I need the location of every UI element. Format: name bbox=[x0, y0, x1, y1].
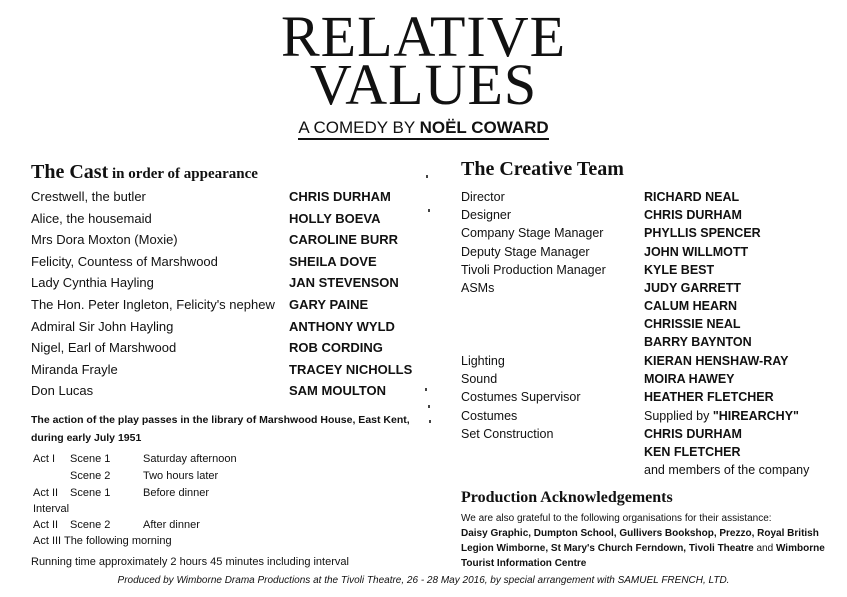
team-role: Deputy Stage Manager bbox=[461, 245, 590, 259]
team-role: ASMs bbox=[461, 281, 495, 295]
cast-actor: ROB CORDING bbox=[289, 340, 383, 355]
cast-actor: CHRIS DURHAM bbox=[289, 189, 391, 204]
costumes-supplier: "HIREARCHY" bbox=[712, 409, 799, 423]
setting-note: The action of the play passes in the library of Marshwood House, East Kent, during early July 1951 bbox=[31, 414, 410, 444]
ack-orgs: Daisy Graphic, Dumpton School, Gullivers Bookshop, Prezzo, Royal British Legion Wimborne, St Mary's Church Ferndown, Tivoli Theatre bbox=[461, 528, 819, 554]
cast-role: Mrs Dora Moxton (Moxie) bbox=[31, 232, 178, 247]
title-line-1: RELATIVE bbox=[280, 4, 567, 69]
cast-actor: TRACEY NICHOLLS bbox=[289, 362, 413, 377]
cast-role: Felicity, Countess of Marshwood bbox=[31, 254, 218, 269]
team-name: CHRIS DURHAM bbox=[644, 208, 742, 222]
cast-role: Lady Cynthia Hayling bbox=[31, 275, 154, 290]
scene-time: After dinner bbox=[143, 519, 200, 531]
scene-label: Scene 2 bbox=[70, 470, 111, 482]
scene-label: Scene 1 bbox=[70, 453, 111, 465]
team-role: Lighting bbox=[461, 354, 505, 368]
production-footer: Produced by Wimborne Drama Productions at the Tivoli Theatre, 26 - 28 May 2016, by special arrangement with SAMUEL FRENCH, LTD. bbox=[117, 575, 730, 586]
scene-time: Saturday afternoon bbox=[143, 453, 237, 465]
team-role: Set Construction bbox=[461, 427, 554, 441]
interval-label: Interval bbox=[33, 503, 70, 515]
subtitle bbox=[0, 118, 847, 138]
act-label: Act I bbox=[33, 453, 56, 465]
running-time: Running time approximately 2 hours 45 minutes including interval bbox=[31, 556, 349, 568]
cast-actor: CAROLINE BURR bbox=[289, 232, 399, 247]
team-role: Sound bbox=[461, 372, 498, 386]
cast-actor: SHEILA DOVE bbox=[289, 254, 377, 269]
scene-label: Scene 2 bbox=[70, 519, 111, 531]
decorative-dot bbox=[426, 175, 428, 178]
act-label: Act III The following morning bbox=[33, 535, 172, 547]
ack-orgs-2: Wimborne Tourist Information Centre bbox=[461, 543, 825, 569]
author: NOËL COWARD bbox=[419, 118, 549, 137]
cast-actor: JAN STEVENSON bbox=[289, 275, 399, 290]
cast-actor: SAM MOULTON bbox=[289, 383, 387, 398]
team-role: Costumes Supervisor bbox=[461, 390, 581, 404]
team-name: CHRIS DURHAM bbox=[644, 427, 742, 441]
ack-heading: Production Acknowledgements bbox=[461, 489, 673, 506]
team-role: Tivoli Production Manager bbox=[461, 263, 606, 277]
team-name: MOIRA HAWEY bbox=[644, 372, 735, 386]
team-name: KIERAN HENSHAW-RAY bbox=[644, 354, 789, 368]
cast-role: Alice, the housemaid bbox=[31, 211, 152, 226]
scene-label: Scene 1 bbox=[70, 487, 111, 499]
team-name: KYLE BEST bbox=[644, 263, 715, 277]
team-name: RICHARD NEAL bbox=[644, 190, 740, 204]
cast-actor: HOLLY BOEVA bbox=[289, 211, 381, 226]
ack-body bbox=[461, 511, 833, 571]
team-name: HEATHER FLETCHER bbox=[644, 390, 774, 404]
team-role: Director bbox=[461, 190, 505, 204]
cast-actor: GARY PAINE bbox=[289, 297, 369, 312]
cast-heading-text: The Cast bbox=[31, 161, 109, 183]
cast-heading bbox=[31, 161, 258, 184]
team-role: Designer bbox=[461, 208, 512, 222]
scene-time: Two hours later bbox=[143, 470, 219, 482]
title-line-2: VALUES bbox=[309, 52, 538, 117]
decorative-dot bbox=[428, 405, 430, 408]
scene-time: Before dinner bbox=[143, 487, 210, 499]
cast-actor: ANTHONY WYLD bbox=[289, 319, 395, 334]
ack-and: and bbox=[753, 543, 776, 554]
cast-role: Miranda Frayle bbox=[31, 362, 118, 377]
decorative-dot bbox=[429, 420, 431, 423]
team-name: and members of the company bbox=[644, 463, 810, 477]
act-label: Act II bbox=[33, 487, 59, 499]
team-name: PHYLLIS SPENCER bbox=[644, 226, 761, 240]
cast-role: Don Lucas bbox=[31, 383, 94, 398]
cast-role: The Hon. Peter Ingleton, Felicity's nephew bbox=[31, 297, 275, 312]
cast-role: Crestwell, the butler bbox=[31, 189, 146, 204]
costumes-prefix: Supplied by bbox=[644, 409, 713, 423]
team-name: CALUM HEARN bbox=[644, 299, 738, 313]
act-label: Act II bbox=[33, 519, 59, 531]
team-name: JOHN WILLMOTT bbox=[644, 245, 749, 259]
decorative-dot bbox=[428, 209, 430, 212]
team-name: JUDY GARRETT bbox=[644, 281, 742, 295]
team-name: BARRY BAYNTON bbox=[644, 335, 752, 349]
team-name: KEN FLETCHER bbox=[644, 445, 741, 459]
team-role: Costumes bbox=[461, 409, 518, 423]
team-heading: The Creative Team bbox=[461, 158, 624, 180]
team-name: CHRISSIE NEAL bbox=[644, 317, 741, 331]
cast-role: Nigel, Earl of Marshwood bbox=[31, 340, 177, 355]
team-name bbox=[644, 409, 799, 423]
team-role: Company Stage Manager bbox=[461, 226, 604, 240]
ack-intro: We are also grateful to the following organisations for their assistance: bbox=[461, 513, 772, 524]
subtitle-prefix: A COMEDY BY bbox=[298, 118, 419, 140]
cast-role: Admiral Sir John Hayling bbox=[31, 319, 174, 334]
cast-heading-suffix: in order of appearance bbox=[108, 166, 258, 182]
decorative-dot bbox=[425, 388, 427, 391]
